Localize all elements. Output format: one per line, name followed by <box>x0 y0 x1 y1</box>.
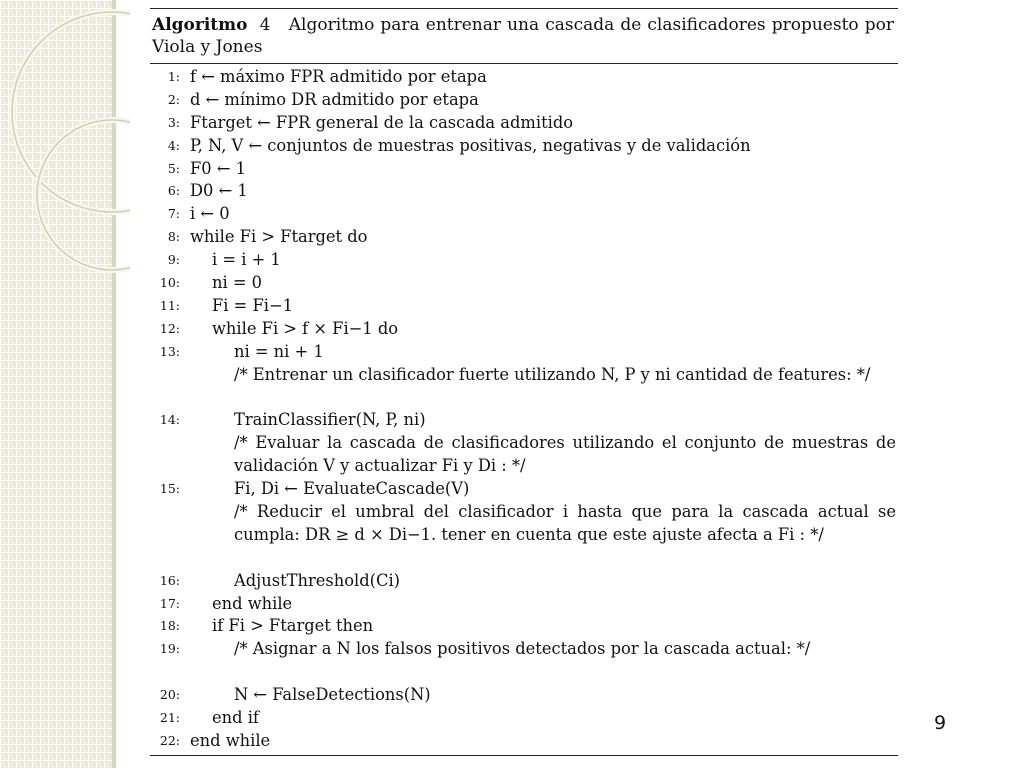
line-number: 13: <box>159 343 180 359</box>
algorithm-line <box>150 180 898 203</box>
line-number: 2: <box>167 91 180 107</box>
line-text: Ftarget ← FPR general de la cascada admitido <box>190 112 574 132</box>
algorithm-line <box>150 638 898 684</box>
algorithm-line <box>150 570 898 593</box>
line-number: 20: <box>159 687 180 703</box>
line-text: while Fi > f × Fi−1 do <box>212 318 399 338</box>
line-text: /* Entrenar un clasificador fuerte utilizando N, P y ni cantidad de features: */ <box>234 364 871 384</box>
caption-text: Algoritmo para entrenar una cascada de clasificadores propuesto por Viola y Jones <box>152 15 894 57</box>
algorithm-line <box>150 730 898 753</box>
caption-number: 4 <box>259 15 271 35</box>
algorithm-line <box>150 593 898 616</box>
line-number: 15: <box>159 481 180 497</box>
algorithm-comment <box>150 364 898 410</box>
line-number: 21: <box>159 710 180 725</box>
line-text: D0 ← 1 <box>190 181 248 201</box>
line-text: P, N, V ← conjuntos de muestras positivas, negativas y de validación <box>190 135 751 155</box>
line-number: 4: <box>167 137 180 153</box>
algorithm-line <box>150 135 898 158</box>
algorithm-line <box>150 249 898 272</box>
line-text: d ← mínimo DR admitido por etapa <box>190 89 479 109</box>
line-text: Fi = Fi−1 <box>212 295 294 315</box>
line-text: i ← 0 <box>190 204 230 224</box>
caption-label: Algoritmo <box>152 15 248 35</box>
line-text: Fi, Di ← EvaluateCascade(V) <box>234 479 470 499</box>
line-number: 12: <box>159 320 180 336</box>
line-text: /* Asignar a N los falsos positivos detectados por la cascada actual: */ <box>234 639 811 659</box>
algorithm-line <box>150 478 898 501</box>
line-number: 7: <box>167 206 180 222</box>
line-number: 8: <box>167 229 180 245</box>
algorithm-line <box>150 707 898 730</box>
line-text: i = i + 1 <box>212 250 281 270</box>
algorithm-comment <box>150 432 898 478</box>
line-number: 11: <box>159 297 180 313</box>
line-number: 10: <box>159 275 180 291</box>
line-text: ni = ni + 1 <box>234 341 324 361</box>
algorithm-line <box>150 318 898 341</box>
page-number: 9 <box>934 712 947 734</box>
algorithm-line <box>150 226 898 249</box>
algorithm-line <box>150 203 898 226</box>
line-number: 14: <box>159 412 180 428</box>
line-number: 6: <box>167 183 180 199</box>
algorithm-caption <box>150 9 898 60</box>
line-text: /* Reducir el umbral del clasificador i hasta que para la cascada actual se cumpla: DR ≥ d × Di−1. tener en cuenta que este ajuste afecta a Fi : */ <box>234 501 896 544</box>
line-number: 16: <box>159 572 180 588</box>
algorithm-comment <box>150 501 898 570</box>
line-text: F0 ← 1 <box>190 158 247 178</box>
algorithm-box <box>150 8 898 756</box>
algorithm-line <box>150 684 898 707</box>
decorative-rings <box>0 0 130 300</box>
line-number: 19: <box>159 641 180 657</box>
algorithm-line <box>150 89 898 112</box>
line-text: f ← máximo FPR admitido por etapa <box>190 67 487 86</box>
line-text: TrainClassifier(N, P, ni) <box>234 410 426 430</box>
line-number: 22: <box>159 732 180 748</box>
algorithm-line <box>150 295 898 318</box>
algorithm-lines <box>150 64 898 753</box>
line-number: 18: <box>159 618 180 634</box>
algorithm-line <box>150 66 898 89</box>
line-text: end if <box>212 708 259 727</box>
line-text: end while <box>190 730 271 750</box>
line-text: end while <box>212 593 293 613</box>
line-text: N ← FalseDetections(N) <box>234 685 431 705</box>
algorithm-line <box>150 615 898 638</box>
bottom-rule <box>150 755 898 756</box>
line-text: if Fi > Ftarget then <box>212 616 374 636</box>
algorithm-line <box>150 272 898 295</box>
line-number: 17: <box>159 595 180 611</box>
line-text: ni = 0 <box>212 273 263 293</box>
algorithm-line <box>150 158 898 181</box>
line-text: /* Evaluar la cascada de clasificadores utilizando el conjunto de muestras de validación V y actualizar Fi y Di : */ <box>234 433 896 476</box>
algorithm-line <box>150 112 898 135</box>
line-number: 3: <box>167 114 180 130</box>
algorithm-line <box>150 409 898 432</box>
line-number: 5: <box>167 160 180 176</box>
line-number: 1: <box>167 69 180 84</box>
line-number: 9: <box>167 252 180 268</box>
line-text: while Fi > Ftarget do <box>190 227 368 247</box>
algorithm-line <box>150 341 898 364</box>
line-text: AdjustThreshold(Ci) <box>234 570 401 590</box>
